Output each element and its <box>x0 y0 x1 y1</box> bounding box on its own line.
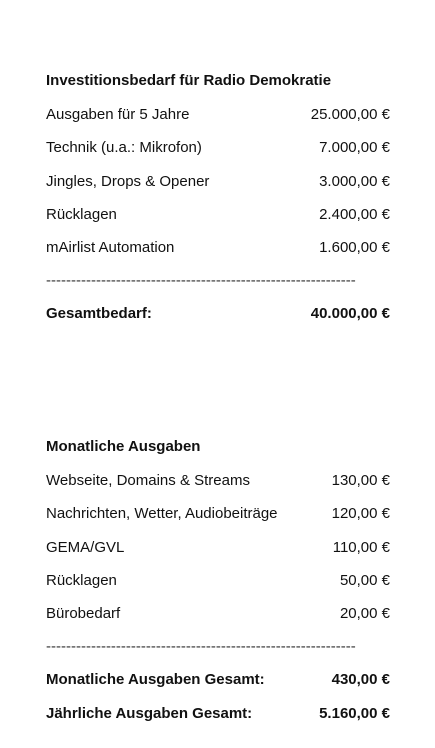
investment-section <box>46 70 390 337</box>
investment-total-row <box>46 303 390 336</box>
investment-row <box>46 104 390 137</box>
monthly-item-label: Bürobedarf <box>46 605 121 623</box>
monthly-item-label: Nachrichten, Wetter, Audiobeiträge <box>46 505 278 523</box>
investment-item-amount: 2.400,00 € <box>319 205 390 223</box>
investment-item-label: Ausgaben für 5 Jahre <box>46 106 190 123</box>
monthly-total-row <box>46 669 390 702</box>
monthly-item-amount: 120,00 € <box>331 505 390 523</box>
monthly-row <box>46 470 390 503</box>
investment-item-amount: 1.600,00 € <box>319 239 390 257</box>
investment-row <box>46 204 390 237</box>
monthly-section <box>46 436 390 736</box>
monthly-row <box>46 570 390 603</box>
investment-item-amount: 3.000,00 € <box>319 172 390 190</box>
investment-title: Investitionsbedarf für Radio Demokratie <box>46 72 332 89</box>
investment-row <box>46 171 390 204</box>
monthly-item-label: Rücklagen <box>46 571 117 589</box>
investment-item-label: mAirlist Automation <box>46 239 175 257</box>
monthly-row <box>46 603 390 636</box>
monthly-item-amount: 110,00 € <box>332 538 390 556</box>
monthly-item-label: GEMA/GVL <box>46 538 125 556</box>
yearly-total-row <box>46 703 390 736</box>
investment-item-amount: 25.000,00 € <box>310 106 390 123</box>
investment-item-amount: 7.000,00 € <box>319 139 390 157</box>
investment-item-label: Rücklagen <box>46 205 117 223</box>
investment-item-label: Jingles, Drops & Opener <box>46 172 210 190</box>
monthly-total-amount: 430,00 € <box>331 671 390 689</box>
monthly-title: Monatliche Ausgaben <box>46 438 201 455</box>
monthly-total-label: Monatliche Ausgaben Gesamt: <box>46 671 265 689</box>
monthly-item-amount: 50,00 € <box>339 571 390 589</box>
investment-row <box>46 137 390 170</box>
monthly-item-amount: 130,00 € <box>331 472 390 489</box>
monthly-row <box>46 503 390 536</box>
investment-divider: -------------------------------------------------------------- <box>46 272 356 290</box>
investment-total-label: Gesamtbedarf: <box>46 305 152 323</box>
investment-total-amount: 40.000,00 € <box>310 305 390 323</box>
yearly-total-label: Jährliche Ausgaben Gesamt: <box>46 704 253 722</box>
monthly-item-amount: 20,00 € <box>339 605 390 623</box>
investment-item-label: Technik (u.a.: Mikrofon) <box>46 139 202 157</box>
monthly-row <box>46 537 390 570</box>
monthly-divider: -------------------------------------------------------------- <box>46 638 356 656</box>
monthly-item-label: Webseite, Domains & Streams <box>46 472 250 489</box>
investment-row <box>46 237 390 270</box>
yearly-total-amount: 5.160,00 € <box>319 704 390 722</box>
